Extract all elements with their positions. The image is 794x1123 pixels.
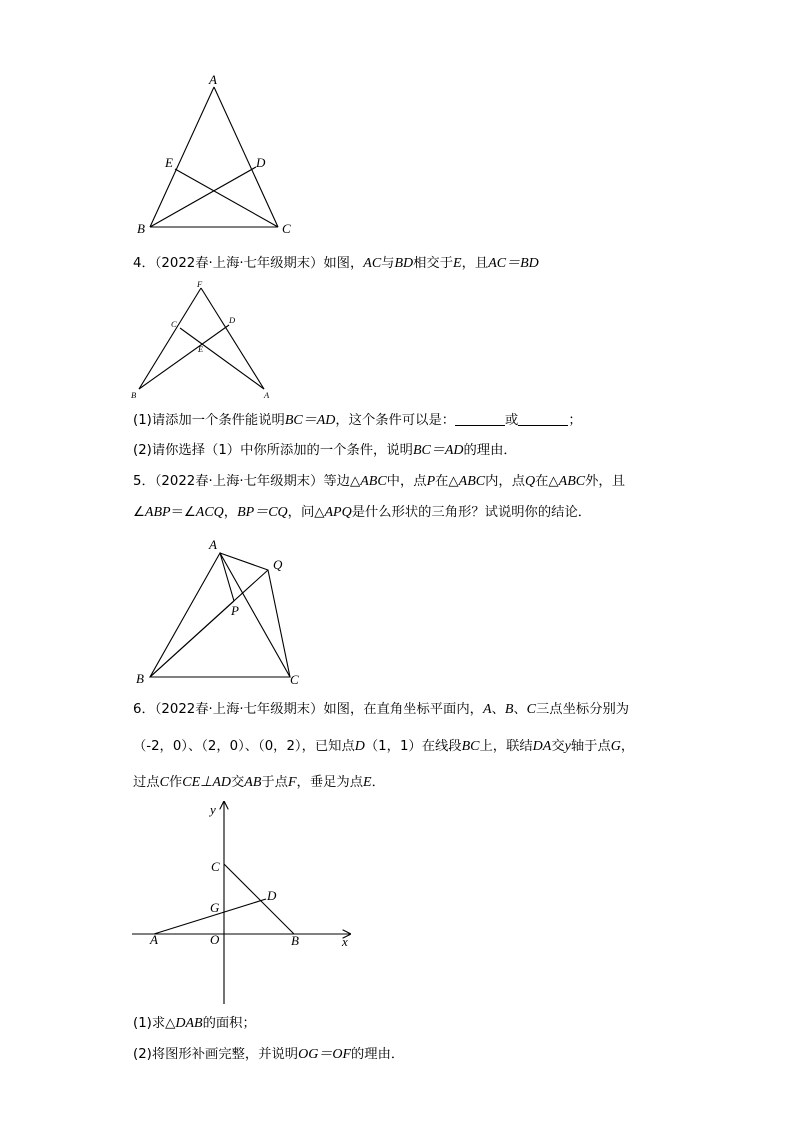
q4-sub1 (133, 411, 582, 431)
side-ab (150, 87, 214, 227)
q6-text: （1，1）在线段 (364, 739, 462, 754)
label-p: P (231, 603, 239, 618)
label-c: C (282, 221, 291, 236)
label-q: Q (273, 557, 283, 572)
q5-text: ＝∠ (170, 505, 196, 520)
q5-text: 等边△ (323, 474, 361, 489)
q4-sub1-text: (1)请添加一个条件能说明 (133, 413, 285, 428)
q4-sub2-text: (2)请你选择（1）中你所添加的一个条件，说明 (133, 443, 413, 458)
q6-stem-line2 (133, 737, 634, 757)
q6-text: ， (620, 739, 635, 754)
q6-text: 上，联结 (479, 739, 533, 754)
q6-sub1-text: 的面积； (202, 1016, 256, 1031)
segment-ac (180, 328, 264, 389)
q6-text: 作 (168, 775, 183, 790)
label-g: G (210, 900, 220, 915)
q5-text: 在△ (435, 474, 459, 489)
q6-c: C (159, 775, 169, 790)
q5-abp: ABP (144, 505, 171, 520)
q5-abc: ABC (558, 474, 586, 489)
q6-e: E (363, 775, 372, 790)
q4-sub1-eq: BC＝AD (284, 413, 336, 428)
q4-ac: AC (363, 256, 382, 271)
q6-text: 于点 (261, 775, 288, 790)
q6-g: G (610, 739, 621, 754)
q5-text: 中，点 (386, 474, 427, 489)
q5-text: 外，且 (585, 474, 625, 489)
q5-acq: ACQ (195, 505, 224, 520)
q6-bc: BC (461, 739, 480, 754)
q6-sub1 (133, 1014, 256, 1034)
q5-text: ∠ (133, 505, 145, 520)
label-a: A (209, 537, 217, 552)
q6-sub2 (133, 1045, 404, 1065)
label-d: D (256, 155, 266, 170)
q4-sub2 (133, 441, 517, 461)
q5-abc: ABC (458, 474, 486, 489)
q4-stem (133, 254, 539, 274)
segment-ap (220, 553, 234, 601)
q5-stem-line1 (133, 472, 625, 492)
q5-text: 内，点 (485, 474, 525, 489)
figure-q5 (130, 535, 310, 690)
q5-text: 在△ (535, 474, 559, 489)
q4-bd: BD (394, 256, 414, 271)
q6-y: y (564, 739, 571, 754)
label-b: B (131, 390, 137, 400)
q6-d: D (354, 739, 365, 754)
segment-fb (139, 288, 201, 389)
q5-apq: APQ (324, 505, 352, 520)
q6-stem-line3 (133, 773, 385, 793)
q4-text: ，且 (461, 256, 489, 271)
q6-text: （-2，0）、（2，0）、（0，2），已知点 (133, 739, 355, 754)
label-e: E (198, 344, 204, 354)
label-a: A (209, 72, 217, 87)
label-c: C (171, 319, 177, 329)
label-f: F (197, 279, 203, 289)
q6-b: B (504, 702, 514, 717)
q6-text: 、 (513, 702, 527, 717)
q5-p: P (426, 474, 436, 489)
q4-sub2-text: 的理由． (463, 443, 517, 458)
q6-text: 轴于点 (570, 739, 611, 754)
label-c: C (211, 859, 220, 874)
q6-dab: DAB (175, 1016, 203, 1031)
q5-bpcq: BP＝CQ (237, 505, 288, 520)
label-c: C (290, 672, 299, 687)
q5-text: ， (223, 505, 238, 520)
q6-stem-line1 (133, 700, 629, 720)
q6-a: A (482, 702, 492, 717)
label-y: y (210, 802, 216, 817)
segment-bd (139, 325, 229, 389)
q4-text: 与 (381, 256, 395, 271)
segment-bp (150, 601, 234, 677)
label-a: A (264, 390, 270, 400)
label-o: O (210, 932, 220, 947)
q5-stem-line2 (133, 503, 591, 523)
q6-ab: AB (244, 775, 262, 790)
q5-number: 5． (133, 474, 155, 489)
q4-number: 4． (133, 256, 155, 271)
label-b: B (291, 933, 299, 948)
figure-triangle-abc (130, 70, 310, 240)
q4-source: （2022春·上海·七年级期末） (154, 256, 324, 271)
label-b: B (137, 221, 145, 236)
q5-source: （2022春·上海·七年级期末） (154, 474, 324, 489)
segment-ce (175, 169, 278, 227)
label-a: A (150, 932, 158, 947)
q6-text: 交 (551, 739, 565, 754)
segment-cb (224, 864, 294, 934)
side-ac (214, 87, 278, 227)
q6-text: ． (371, 775, 385, 790)
q6-text: 过点 (133, 775, 160, 790)
q4-sub1-text: ，这个条件可以是： (335, 413, 456, 428)
q6-og-of: OG＝OF (298, 1047, 351, 1062)
label-x: x (342, 934, 348, 949)
q6-text: 如图，在直角坐标平面内， (323, 702, 483, 717)
q4-sub2-eq: BC＝AD (412, 443, 464, 458)
q4-text: 如图， (323, 256, 364, 271)
figure-q4 (128, 278, 278, 403)
q4-text: 相交于 (413, 256, 454, 271)
q6-text: 三点坐标分别为 (536, 702, 630, 717)
segment-bd (150, 167, 256, 227)
q6-text: 、 (491, 702, 505, 717)
q6-sub2-text: (2)将图形补画完整，并说明 (133, 1047, 299, 1062)
figure-q6-coordinate-plane (130, 798, 365, 1008)
answer-blank-1[interactable] (455, 411, 505, 426)
label-e: E (165, 155, 173, 170)
label-d: D (229, 315, 236, 325)
q6-da: DA (532, 739, 552, 754)
q4-sub1-text: ； (568, 413, 582, 428)
label-b: B (136, 671, 144, 686)
q6-ce-perp-ad: CE⊥AD (182, 775, 231, 790)
q6-source: （2022春·上海·七年级期末） (154, 702, 324, 717)
q4-condition: AC＝BD (488, 256, 539, 271)
q6-f: F (287, 775, 297, 790)
q6-sub2-text: 的理由． (351, 1047, 405, 1062)
q6-sub1-text: (1)求△ (133, 1016, 176, 1031)
q5-text: 是什么形状的三角形？试说明你的结论． (351, 505, 592, 520)
label-d: D (267, 888, 277, 903)
q4-sub1-or: 或 (505, 413, 519, 428)
q6-c: C (526, 702, 537, 717)
q4-e: E (453, 256, 462, 271)
q5-q: Q (525, 474, 536, 489)
q6-number: 6． (133, 702, 155, 717)
q5-text: ，问△ (287, 505, 325, 520)
q5-abc: ABC (360, 474, 387, 489)
q6-text: 交 (230, 775, 245, 790)
q6-text: ，垂足为点 (296, 775, 364, 790)
answer-blank-2[interactable] (518, 411, 568, 426)
